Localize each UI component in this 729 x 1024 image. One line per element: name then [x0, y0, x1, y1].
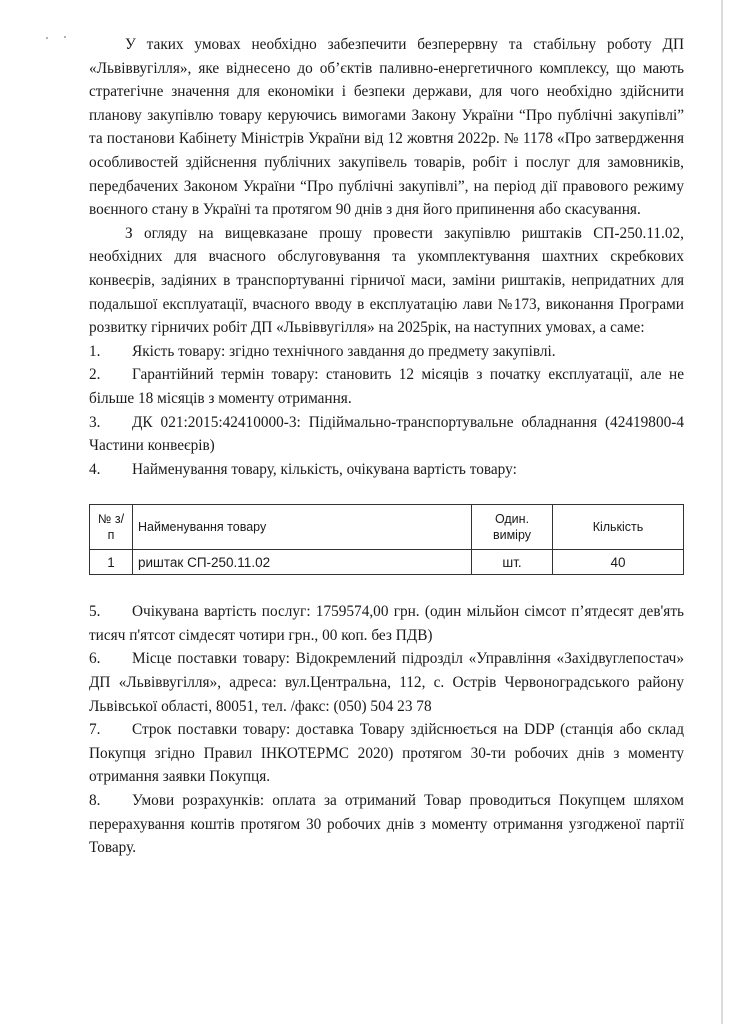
item-number: 4.	[89, 460, 101, 478]
list-item	[89, 340, 684, 364]
item-text: Строк поставки товару: доставка Товару здійснюється на DDP (станція або склад Покупця згідно Правил ІНКОТЕРМС 2020) протягом 30-ти робочих днів з моменту отримання заявки Покупця.	[89, 721, 684, 786]
list-item	[89, 789, 684, 860]
scan-edge-line	[721, 0, 723, 1024]
item-number: 3.	[89, 413, 101, 431]
request-paragraph: З огляду на вищевказане прошу провести закупівлю риштаків СП-250.11.02, необхідних для вчасного обслуговування та укомплектування шахтних скребкових конвеєрів, задіяних в транспортуванні гірничої маси, заміни риштаків, непридатних для подальшої експлуатації, вчасного вводу в експлуатацію лави №173, виконання Програми розвитку гірничих робіт ДП «Львіввугілля» на 2025рік, на наступних умовах, а саме:	[89, 224, 684, 337]
goods-table	[89, 504, 684, 575]
item-number: 5.	[89, 603, 101, 621]
row-unit: шт.	[472, 550, 553, 575]
table-header-row	[90, 505, 684, 550]
row-quantity: 40	[553, 550, 684, 575]
item-number: 6.	[89, 650, 101, 668]
intro-paragraph: У таких умовах необхідно забезпечити безперервну та стабільну роботу ДП «Львіввугілля», яке віднесено до об’єктів паливно-енергетичного комплексу, що мають стратегічне значення для економіки і безпеки держави, для чого необхідно здійснити планову закупівлю товару керуючись вимогами Закону України “Про публічні закупівлі” та постанови Кабінету Міністрів України від 12 жовтня 2022р. № 1178 «Про затвердження особливостей здійснення публічних закупівель товарів, робіт і послуг для замовників, передбачених Законом України “Про публічні закупівлі”, на період дії правового режиму воєнного стану в Україні та протягом 90 днів з дня його припинення або скасування.	[89, 36, 684, 219]
item-text: Умови розрахунків: оплата за отриманий Товар проводиться Покупцем шляхом перерахування коштів протягом 30 робочих днів з моменту отримання узгодженої партії Товару.	[89, 792, 684, 857]
list-item	[89, 411, 684, 458]
item-text: Найменування товару, кількість, очікувана вартість товару:	[132, 460, 517, 478]
list-item	[89, 458, 684, 482]
scan-speck	[46, 37, 48, 39]
list-item	[89, 718, 684, 789]
conditions-list-bottom	[89, 600, 684, 860]
item-text: Якість товару: згідно технічного завдання до предмету закупівлі.	[132, 342, 556, 360]
header-quantity: Кількість	[553, 505, 684, 550]
table-row	[90, 550, 684, 575]
item-number: 1.	[89, 342, 101, 360]
row-number: 1	[90, 550, 133, 575]
list-item	[89, 647, 684, 718]
list-item	[89, 600, 684, 647]
item-number: 8.	[89, 792, 101, 810]
item-number: 7.	[89, 721, 101, 739]
document-page	[89, 33, 684, 860]
row-name: риштак СП-250.11.02	[133, 550, 472, 575]
conditions-list-top	[89, 340, 684, 482]
list-item	[89, 363, 684, 410]
header-number: № з/п	[90, 505, 133, 550]
item-text: ДК 021:2015:42410000-3: Підіймально-транспортувальне обладнання (42419800-4 Частини конвеєрів)	[89, 413, 684, 455]
scan-speck	[64, 36, 66, 38]
header-unit: Один. виміру	[472, 505, 553, 550]
item-text: Місце поставки товару: Відокремлений підрозділ «Управління «Західвуглепостач» ДП «Львіввугілля», адреса: вул.Центральна, 112, с. Острів Червоноградського району Львівської області, 80051, тел. /факс: (050) 504 23 78	[89, 650, 684, 715]
header-name: Найменування товару	[133, 505, 472, 550]
item-number: 2.	[89, 366, 101, 384]
item-text: Очікувана вартість послуг: 1759574,00 грн. (один мільйон сімсот п’ятдесят дев'ять тисяч п'ятсот сімдесят чотири грн., 00 коп. без ПДВ)	[89, 603, 684, 644]
item-text: Гарантійний термін товару: становить 12 місяців з початку експлуатації, але не більше 18 місяців з моменту отримання.	[89, 366, 684, 407]
